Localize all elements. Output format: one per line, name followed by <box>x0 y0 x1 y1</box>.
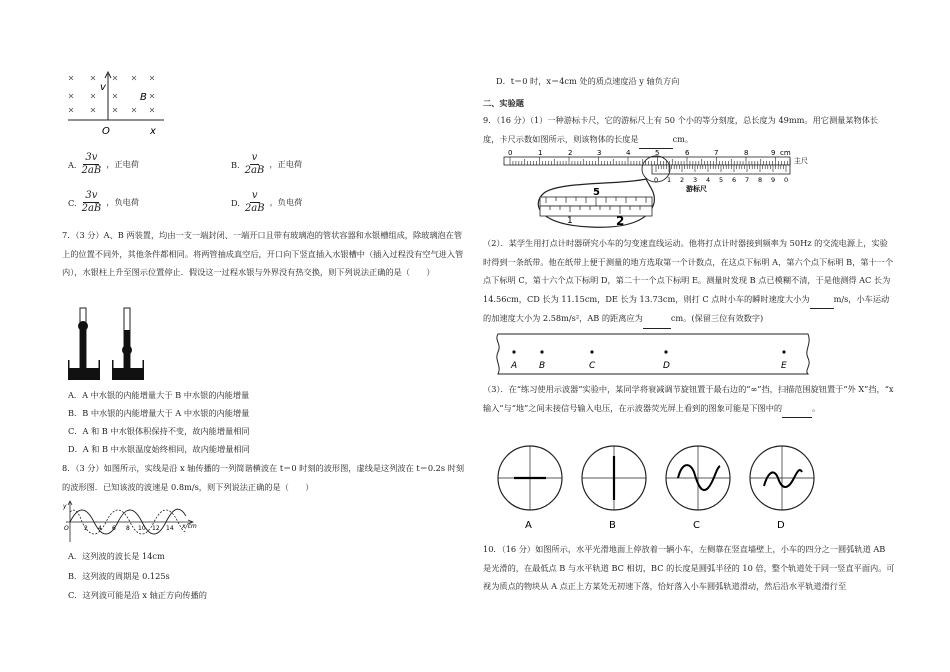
svg-text:0: 0 <box>508 149 513 157</box>
tape-point-label: B <box>539 361 546 371</box>
q9-part1-text: 9．（16 分）（1）一种游标卡尺，它的游标尺上有 50 个小的等分刻度，总长度为 49mm。用它测量某物体长度，卡尺示数如图所示，则该物体的长度是 cm。 <box>483 111 893 149</box>
svg-text:5: 5 <box>719 176 724 184</box>
tape-point-label: D <box>663 361 670 371</box>
q6-b-fraction: $\frac{v}{2aB}$ <box>244 152 265 176</box>
tape-point <box>512 350 515 353</box>
q7-text: 7．（3 分）A、B 两装置，均由一支一端封闭、一端开口且带有玻璃泡的管状容器和水银槽组成，除玻璃泡在管上的位置不同外，其他条件都相同。将两管抽成真空后，开口向下竖直插入水银槽中（插入过程没有空气进入管内），水银柱上升至图示位置停止．假设这一过程水银与外界没有热交换，则下列说法正确的是（ ） <box>62 230 464 277</box>
b-label: B <box>140 92 147 103</box>
wave-tick-4: 4 <box>98 525 102 532</box>
svg-text:8: 8 <box>744 149 749 157</box>
tape-point <box>590 350 593 353</box>
q6-option-a[interactable]: A. $\frac{3v}{2aB}$ ，正电荷 <box>68 152 139 176</box>
wave-x-label: x/cm <box>182 523 197 530</box>
svg-text:4: 4 <box>706 176 711 184</box>
svg-text:5: 5 <box>655 149 660 157</box>
vernier-scale-label: 游标尺 <box>686 185 707 193</box>
wave-tick-14: 14 <box>166 525 174 532</box>
svg-text:2: 2 <box>568 149 573 157</box>
svg-text:6: 6 <box>732 176 737 184</box>
svg-text:D: D <box>777 520 785 531</box>
svg-text:4: 4 <box>626 149 631 157</box>
q9-answer-blank-2[interactable] <box>810 290 834 310</box>
q6-option-d[interactable]: D. $\frac{v}{2aB}$ ，负电荷 <box>231 190 303 214</box>
zoom-label-5: 5 <box>593 187 600 198</box>
wave-tick-10: 10 <box>138 525 146 532</box>
zoom-label-1: 1 <box>567 216 573 226</box>
q7-option-d[interactable]: D．A 和 B 中水银温度始终相同，故内能增量相同 <box>68 444 250 454</box>
svg-text:A: A <box>525 520 532 531</box>
x-label: x <box>150 126 156 137</box>
q8-option-a[interactable]: A．这列波的波长是 14cm <box>68 551 165 561</box>
vernier-labels <box>654 176 788 184</box>
tape-point <box>782 350 785 353</box>
wave-figure <box>62 500 204 544</box>
tape-point-label: E <box>781 361 787 371</box>
main-scale-labels <box>508 149 775 157</box>
wave-origin-label: O <box>64 525 69 532</box>
svg-text:0: 0 <box>654 176 659 184</box>
vernier-caliper-figure <box>500 147 820 229</box>
q8-option-d[interactable]: D．t＝0 时，x＝4cm 处的质点速度沿 y 轴负方向 <box>496 76 680 86</box>
wave-y-label: y <box>63 503 67 510</box>
magnetic-field-figure <box>62 70 172 140</box>
zoom-label-2: 2 <box>616 214 625 228</box>
q6-option-b[interactable]: B. $\frac{v}{2aB}$ ，正电荷 <box>231 152 303 176</box>
q9-part2-text: （2）．某学生用打点计时器研究小车的匀变速直线运动。他将打点计时器接到频率为 50Hz 的交流电源上，实验时得到一条纸带。他在纸带上便于测量的地方选取第一个计数点，在这点下标明 A，第六个点下标明 B，第十一个点下标明 C，第十六个点下标明 D，第二十一个点下标明 E。测量时发现 B 点已模糊不清，于是他测得 AC 长为 14.56cm，CD 长为 11.15cm，DE 长为 13.73cm，则打 C 点时小车的瞬时速度大小为 m/s，小车运动的加速度大小为 2.58m/s²，AB 的距离应为 cm。(保留三位有效数字) <box>483 234 895 329</box>
q8-text: 8．（3 分）如图所示，实线是沿 x 轴传播的一列简谐横波在 t＝0 时刻的波形图，虚线是这列波在 t＝0.2s 时刻的波形图．已知该波的波速是 0.8m/s，则下列说法正确的是（ ） <box>62 463 465 492</box>
q9-part3-text: （3）．在“练习使用示波器”实验中，某同学将衰减调节旋钮置于最右边的“∞”挡，扫描范围旋钮置于“外 X”挡，“x 输入”与“地”之间未接信号输入电压，在示波器荧光屏上看到的图象可能是下图中的 。 <box>483 380 895 418</box>
svg-text:3: 3 <box>693 176 698 184</box>
section-title: 二、实验题 <box>483 98 524 108</box>
svg-text:9: 9 <box>771 149 776 157</box>
q10-text: 10．（16 分）如图所示，水平光滑地面上停放着一辆小车，左侧靠在竖直墙壁上，小车的四分之一圆弧轨道 AB 是光滑的，在最低点 B 与水平轨道 BC 相切，BC 的长度是圆弧半径的 10 倍，整个轨道处于同一竖直平面内。可视为质点的物块从 A 点正上方某处无初速下落，恰好落入小车圆弧轨道滑动，然后沿水平轨道滑行至 <box>483 544 895 591</box>
svg-text:B: B <box>609 520 616 531</box>
wave-tick-8: 8 <box>126 525 130 532</box>
svg-text:1: 1 <box>667 176 672 184</box>
scope-a <box>498 446 562 531</box>
q8-option-b[interactable]: B．这列波的周期是 0.125s <box>68 571 170 581</box>
main-scale-label: 主尺 <box>794 157 808 165</box>
tape-point <box>540 350 543 353</box>
wave-tick-6: 6 <box>112 525 116 532</box>
tape-point-label: A <box>511 361 518 371</box>
svg-text:C: C <box>693 520 700 531</box>
tube-a <box>68 308 100 380</box>
mercury-tubes-figure <box>66 306 158 382</box>
q6-c-fraction: $\frac{3v}{2aB}$ <box>81 190 102 214</box>
svg-text:1: 1 <box>538 149 543 157</box>
scope-b <box>582 446 646 531</box>
paper-tape-figure <box>494 330 814 378</box>
tape-point-label: C <box>589 361 596 371</box>
svg-text:8: 8 <box>758 176 763 184</box>
svg-text:3: 3 <box>597 149 602 157</box>
svg-text:0: 0 <box>784 176 789 184</box>
svg-text:9: 9 <box>771 176 776 184</box>
zoom-vernier-scale <box>540 206 652 216</box>
q6-a-fraction: $\frac{3v}{2aB}$ <box>81 152 102 176</box>
scope-d <box>750 446 814 531</box>
v-label: v <box>100 82 106 93</box>
oscilloscope-figure <box>494 442 820 534</box>
scope-c <box>666 446 730 531</box>
q7-option-a[interactable]: A．A 中水银的内能增量大于 B 中水银的内能增量 <box>68 390 250 400</box>
svg-text:6: 6 <box>685 149 690 157</box>
wave-tick-12: 12 <box>152 525 160 532</box>
q7-option-c[interactable]: C．A 和 B 中水银体积保持不变，故内能增量相同 <box>68 426 250 436</box>
wave-tick-2: 2 <box>84 525 88 532</box>
q8-option-c[interactable]: C．这列波可能是沿 x 轴正方向传播的 <box>68 590 207 600</box>
q9-answer-blank-3[interactable] <box>643 309 671 329</box>
q6-d-fraction: $\frac{v}{2aB}$ <box>244 190 265 214</box>
origin-label: O <box>102 126 110 137</box>
q7-option-b[interactable]: B．B 中水银的内能增量大于 A 中水银的内能增量 <box>68 408 250 418</box>
main-scale <box>504 157 790 165</box>
unit-label: cm <box>780 149 791 157</box>
svg-text:7: 7 <box>714 149 719 157</box>
q9-answer-blank-4[interactable] <box>782 399 812 419</box>
svg-text:7: 7 <box>745 176 750 184</box>
q6-option-c[interactable]: C. $\frac{3v}{2aB}$ ，负电荷 <box>68 190 140 214</box>
tape-point <box>664 350 667 353</box>
svg-text:2: 2 <box>680 176 685 184</box>
tube-b <box>112 308 144 380</box>
